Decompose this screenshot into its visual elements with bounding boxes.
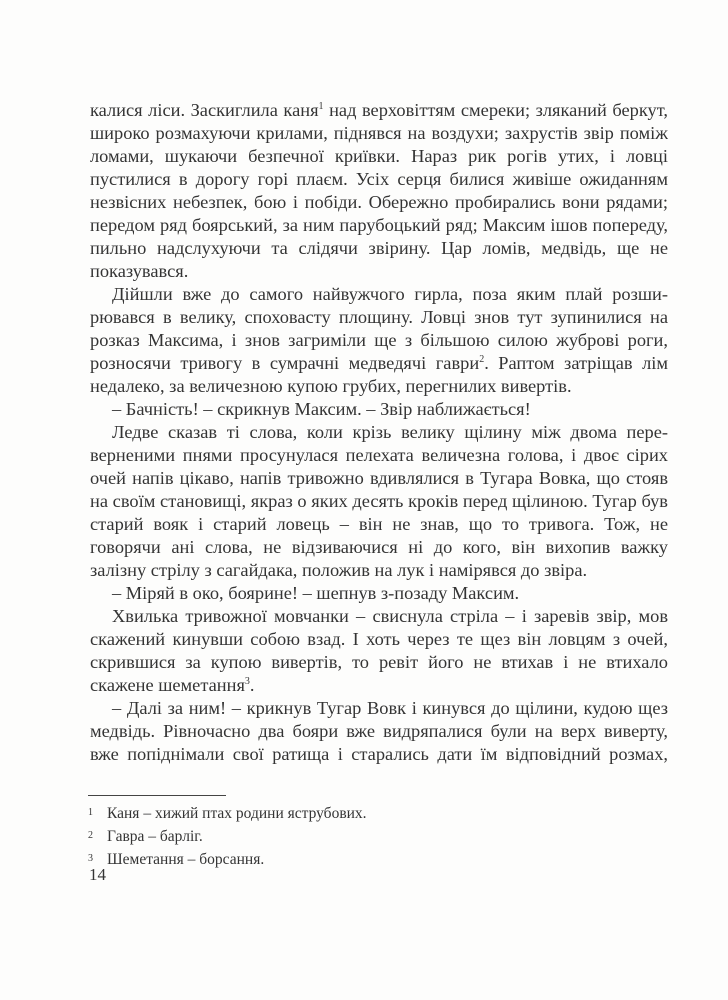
text-run: калися ліси. Заскиглила каня <box>90 100 319 120</box>
footnote-ref[interactable]: 3 <box>244 676 250 687</box>
text-run: . Раптом затріщав лім недалеко, за величезною купою грубих, перегнилих вивертів. <box>90 353 669 396</box>
text-run: Дійшли вже до самого найвужчого гирла, поза яким плай розширювався в велику, споховасту площину. Ловці знов тут зупинилися на розказ Максима, і знов загриміли ще з більшою силою жуброві роги, розносячи тривогу в сумрачні медведячі гаври <box>90 284 668 373</box>
page-body <box>90 99 668 766</box>
footnote-mark: 2 <box>88 830 93 841</box>
footnote <box>88 803 367 826</box>
text-run: над верховіттям смереки; зляканий беркут, широко розмахуючи крилами, піднявся на воздухи; захрустів звір поміж ломами, шукаючи безпечної криївки. Нараз рик рогів утих, і ловці пустилися в дорогу горі плаєм. Усіх серця билися живіше ожиданням незвісних небезпек, бою і побіди. Обережно пробирались вони рядами; передом ряд боярський, за ним парубоцький ряд; Максим ішов попереду, пильно надслухуючи та слідячи звірину. Цар ломів, медвідь, ще не показувався. <box>90 100 668 281</box>
footnote-separator <box>88 795 226 796</box>
text-run: . <box>249 675 255 695</box>
main-text <box>90 99 668 766</box>
paragraph <box>90 421 668 582</box>
footnote-mark: 1 <box>88 807 93 818</box>
text-run: – Міряй в око, боярине! – шепнув з-позаду Максим. <box>112 583 520 603</box>
footnote-text: Гавра – барліг. <box>107 828 203 845</box>
dialogue-line <box>90 582 668 605</box>
footnote-text: Каня – хижий птах родини яструбових. <box>107 805 367 822</box>
paragraph <box>90 697 668 766</box>
footnote <box>88 826 367 849</box>
paragraph <box>90 99 668 283</box>
footnote-ref[interactable]: 1 <box>318 101 324 112</box>
dialogue-line <box>90 398 668 421</box>
text-run: – Далі за ним! – крикнув Тугар Вовк і кинувся до щілини, кудою щез медвідь. Рівночасно два бояри вже видряпалися були на верх виверту, вже попіднімали свої ратища і старались дати їм відповідний розмах, <box>90 698 668 764</box>
footnote <box>88 849 367 872</box>
paragraph <box>90 605 668 697</box>
footnote-mark: 3 <box>88 853 93 864</box>
footnotes <box>88 803 367 872</box>
footnote-text: Шеметання – борсання. <box>107 851 265 868</box>
text-run: – Бачність! – скрикнув Максим. – Звір наближається! <box>112 399 531 419</box>
text-run: Ледве сказав ті слова, коли крізь велику щілину між двома переверненими пнями просунулася пелехата величезна голова, і двоє сірих очей напів цікаво, напів тривожно вдивлялися в Тугара Вовка, що стояв на своїм становищі, якраз о яких десять кроків перед щілиною. Тугар був старий вояк і старий ловець – він не знав, що то тривога. Тож, не говорячи ані слова, не відзиваючися ні до кого, він вихопив важку залізну стрілу з сагайдака, положив на лук і намірявся до звіра. <box>90 422 668 580</box>
paragraph <box>90 283 668 398</box>
page-number: 14 <box>89 865 106 884</box>
text-run: Хвилька тривожної мовчанки – свиснула стріла – і заревів звір, мов скажений кинувши собою взад. І хоть через те щез він ловцям з очей, скрившися за купою вивертів, то ревіт його не втихав і не втихало скажене шеметання <box>90 606 668 695</box>
footnote-ref[interactable]: 2 <box>479 354 485 365</box>
